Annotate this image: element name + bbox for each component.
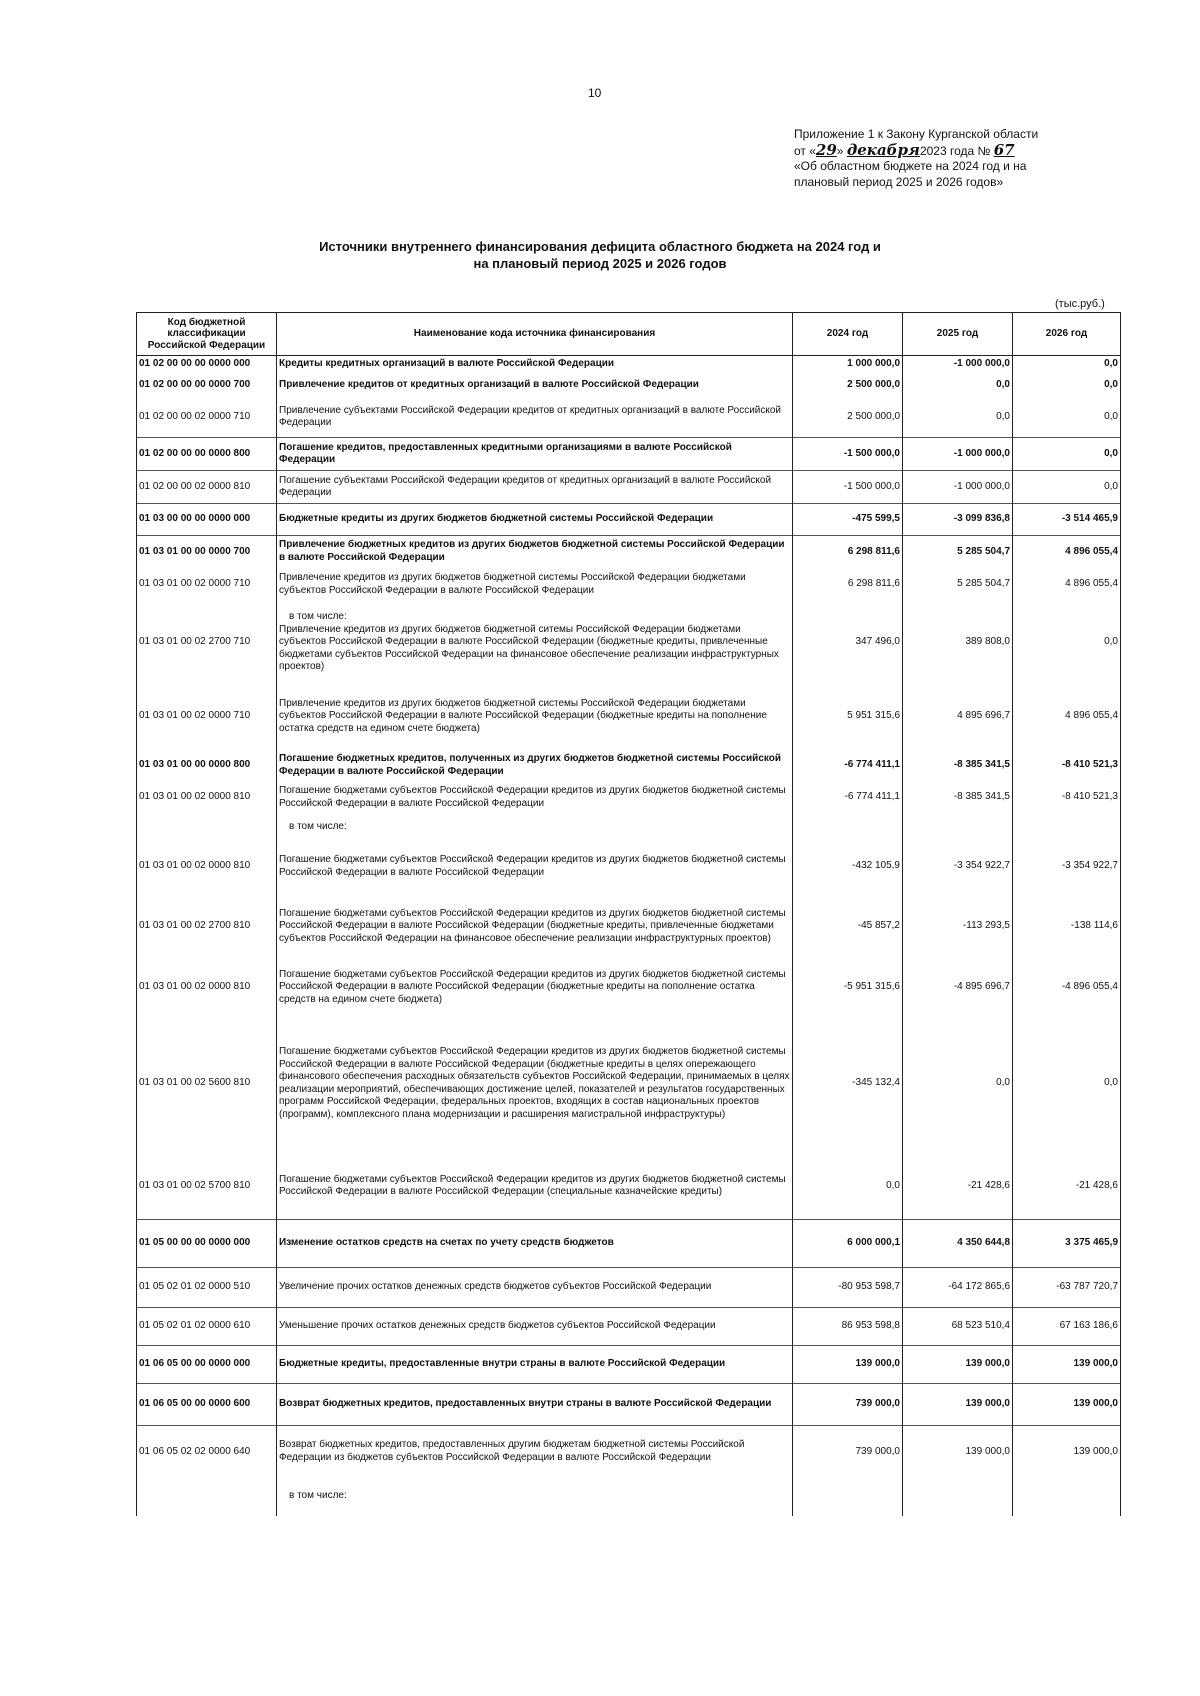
cell-2025: 5 285 504,7 — [903, 568, 1013, 602]
cell-code: 01 05 02 01 02 0000 510 — [137, 1268, 277, 1308]
cell-2026: 4 896 055,4 — [1013, 536, 1121, 568]
cell-2026: 0,0 — [1013, 356, 1121, 373]
cell-2026: 0,0 — [1013, 373, 1121, 398]
table-row — [137, 398, 1121, 438]
including-note: в том числе: — [289, 611, 347, 623]
cell-2026: -138 114,6 — [1013, 892, 1121, 962]
cell-2025: 139 000,0 — [903, 1426, 1013, 1478]
cell-name — [277, 568, 793, 602]
cell-2024: -45 857,2 — [793, 892, 903, 962]
cell-2024 — [793, 1478, 903, 1516]
cell-2024: -345 132,4 — [793, 1014, 903, 1154]
cell-2025: 139 000,0 — [903, 1346, 1013, 1384]
cell-code: 01 02 00 00 00 0000 700 — [137, 373, 277, 398]
cell-2024: -5 951 315,6 — [793, 962, 903, 1014]
cell-2025: -113 293,5 — [903, 892, 1013, 962]
cell-2026: 0,0 — [1013, 438, 1121, 471]
cell-2026: -8 410 521,3 — [1013, 750, 1121, 782]
table-row — [137, 814, 1121, 842]
cell-name — [277, 814, 793, 842]
cell-2026: -8 410 521,3 — [1013, 782, 1121, 814]
page-number: 10 — [588, 86, 602, 100]
cell-code: 01 03 01 00 02 5700 810 — [137, 1154, 277, 1220]
cell-code: 01 03 00 00 00 0000 000 — [137, 504, 277, 536]
cell-2025: 4 350 644,8 — [903, 1220, 1013, 1268]
cell-2026: 67 163 186,6 — [1013, 1308, 1121, 1346]
source-name: Погашение субъектами Российской Федерации кредитов от кредитных организаций в валюте Российской Федерации — [279, 474, 772, 498]
cell-2026 — [1013, 814, 1121, 842]
cell-2024: -1 500 000,0 — [793, 471, 903, 504]
cell-code: 01 03 01 00 02 0000 710 — [137, 568, 277, 602]
source-name: Бюджетные кредиты из других бюджетов бюджетной системы Российской Федерации — [279, 513, 714, 525]
cell-name — [277, 1268, 793, 1308]
table-row — [137, 536, 1121, 568]
header-name: Наименование кода источника финансирования — [277, 313, 793, 356]
appendix-line-1: Приложение 1 к Закону Курганской области — [794, 127, 1039, 141]
cell-2025: 0,0 — [903, 373, 1013, 398]
source-name: Возврат бюджетных кредитов, предоставленных внутри страны в валюте Российской Федерации — [279, 1398, 772, 1410]
cell-2026: 139 000,0 — [1013, 1346, 1121, 1384]
cell-code: 01 02 00 00 02 0000 710 — [137, 398, 277, 438]
document-title — [250, 238, 950, 272]
cell-2024: 86 953 598,8 — [793, 1308, 903, 1346]
cell-2025: 389 808,0 — [903, 602, 1013, 684]
cell-code: 01 06 05 00 00 0000 600 — [137, 1384, 277, 1426]
table-row — [137, 1268, 1121, 1308]
cell-code: 01 03 01 00 02 0000 810 — [137, 842, 277, 892]
cell-name — [277, 438, 793, 471]
title-line-1: Источники внутреннего финансирования дефицита областного бюджета на 2024 год и — [319, 239, 881, 254]
table-row — [137, 1384, 1121, 1426]
table-row — [137, 684, 1121, 750]
cell-2024: -475 599,5 — [793, 504, 903, 536]
header-code: Код бюджетной классификации Российской Федерации — [137, 313, 277, 356]
cell-2024: 139 000,0 — [793, 1346, 903, 1384]
cell-2025: -3 354 922,7 — [903, 842, 1013, 892]
cell-2024: 347 496,0 — [793, 602, 903, 684]
cell-2025 — [903, 1478, 1013, 1516]
cell-2024: 2 500 000,0 — [793, 398, 903, 438]
cell-code: 01 03 01 00 02 0000 710 — [137, 684, 277, 750]
cell-code: 01 03 01 00 02 0000 810 — [137, 782, 277, 814]
financing-sources-table — [136, 312, 1121, 1516]
handwritten-day: 29 — [815, 140, 837, 159]
cell-2025: 5 285 504,7 — [903, 536, 1013, 568]
cell-2026: -4 896 055,4 — [1013, 962, 1121, 1014]
date-prefix: от « — [794, 143, 816, 158]
cell-name — [277, 1014, 793, 1154]
source-name: Погашение бюджетами субъектов Российской Федерации кредитов из других бюджетов бюджетной системы Российской Федерации в валюте Российской Федерации (бюджетные кредиты на пополнение остатка средств на едином счете бюджета) — [279, 968, 786, 1005]
table-row — [137, 750, 1121, 782]
cell-name — [277, 1426, 793, 1478]
source-name: Изменение остатков средств на счетах по учету средств бюджетов — [279, 1237, 614, 1249]
table-row — [137, 1220, 1121, 1268]
cell-name — [277, 536, 793, 568]
cell-2025: -4 895 696,7 — [903, 962, 1013, 1014]
cell-2025: -1 000 000,0 — [903, 438, 1013, 471]
cell-name — [277, 782, 793, 814]
appendix-line-4: плановый период 2025 и 2026 годов» — [794, 174, 1004, 189]
cell-2025: 4 895 696,7 — [903, 684, 1013, 750]
cell-name — [277, 373, 793, 398]
table-row — [137, 471, 1121, 504]
cell-name — [277, 684, 793, 750]
cell-code: 01 06 05 00 00 0000 000 — [137, 1346, 277, 1384]
cell-name — [277, 750, 793, 782]
appendix-line-3: «Об областном бюджете на 2024 год и на — [794, 159, 1027, 173]
cell-2024: -432 105,9 — [793, 842, 903, 892]
cell-code: 01 02 00 00 02 0000 810 — [137, 471, 277, 504]
cell-2026: 0,0 — [1013, 398, 1121, 438]
source-name: Привлечение кредитов от кредитных организаций в валюте Российской Федерации — [279, 378, 699, 390]
source-name: Возврат бюджетных кредитов, предоставленных другим бюджетам бюджетной системы Российской Федерации из бюджетов субъектов Российской Федерации в валюте Российской Федерации — [279, 1439, 745, 1463]
cell-2025: -64 172 865,6 — [903, 1268, 1013, 1308]
table-row — [137, 438, 1121, 471]
source-name: Бюджетные кредиты, предоставленные внутри страны в валюте Российской Федерации — [279, 1358, 726, 1370]
cell-2025: 0,0 — [903, 1014, 1013, 1154]
cell-2024: -6 774 411,1 — [793, 750, 903, 782]
source-name: Погашение бюджетами субъектов Российской Федерации кредитов из других бюджетов бюджетной системы Российской Федерации в валюте Российской Федерации (бюджетные кредиты, привлеченные бюджетами субъектов Российской Федерации на финансовое обеспечение реализации инфраструктурных проектов) — [279, 907, 786, 944]
cell-2024: 6 298 811,6 — [793, 568, 903, 602]
source-name: Погашение бюджетами субъектов Российской Федерации кредитов из других бюджетов бюджетной системы Российской Федерации в валюте Российской Федерации — [279, 785, 786, 809]
table-row — [137, 1154, 1121, 1220]
cell-2026: 139 000,0 — [1013, 1384, 1121, 1426]
source-name: Привлечение субъектами Российской Федерации кредитов от кредитных организаций в валюте Российской Федерации — [279, 404, 782, 429]
cell-code: 01 03 01 00 02 5600 810 — [137, 1014, 277, 1154]
cell-2026: 139 000,0 — [1013, 1426, 1121, 1478]
source-name: Погашение бюджетных кредитов, полученных из других бюджетов бюджетной системы Российской Федерации в валюте Российской Федерации — [279, 753, 782, 777]
handwritten-number: 67 — [993, 140, 1015, 159]
cell-2025: -21 428,6 — [903, 1154, 1013, 1220]
source-name: Уменьшение прочих остатков денежных средств бюджетов субъектов Российской Федерации — [279, 1320, 716, 1332]
cell-2024: 0,0 — [793, 1154, 903, 1220]
source-name: Привлечение бюджетных кредитов из других бюджетов бюджетной системы Российской Федерации в валюте Российской Федерации — [279, 539, 785, 563]
cell-name — [277, 842, 793, 892]
header-2026: 2026 год — [1013, 313, 1121, 356]
cell-2024 — [793, 814, 903, 842]
source-name: Погашение бюджетами субъектов Российской Федерации кредитов из других бюджетов бюджетной системы Российской Федерации в валюте Российской Федерации — [279, 854, 786, 878]
cell-2026: 3 375 465,9 — [1013, 1220, 1121, 1268]
cell-name — [277, 962, 793, 1014]
cell-name — [277, 398, 793, 438]
cell-code: 01 02 00 00 00 0000 800 — [137, 438, 277, 471]
cell-2025: -8 385 341,5 — [903, 782, 1013, 814]
cell-code: 01 05 00 00 00 0000 000 — [137, 1220, 277, 1268]
appendix-note — [794, 127, 1084, 190]
source-name: Привлечение кредитов из других бюджетов бюджетной ситемы Российской Федерации бюджетами субъектов Российской Федерации в валюте Российской Федерации (бюджетные кредиты, привлеченные бюджетами субъектов Российской Федерации на финансовое обеспечение реализации инфраструктурных проектов) — [279, 623, 779, 673]
cell-name — [277, 356, 793, 373]
cell-code: 01 03 01 00 02 2700 710 — [137, 602, 277, 684]
appendix-line-2 — [794, 140, 1084, 160]
source-name: Увеличение прочих остатков денежных средств бюджетов субъектов Российской Федерации — [279, 1281, 712, 1293]
cell-name — [277, 1384, 793, 1426]
including-note: в том числе: — [289, 821, 347, 833]
cell-code: 01 03 01 00 02 0000 810 — [137, 962, 277, 1014]
cell-code: 01 03 01 00 00 0000 800 — [137, 750, 277, 782]
cell-2024: 6 298 811,6 — [793, 536, 903, 568]
table-row — [137, 892, 1121, 962]
table-row — [137, 1346, 1121, 1384]
cell-2025: 0,0 — [903, 398, 1013, 438]
cell-2026: -63 787 720,7 — [1013, 1268, 1121, 1308]
table-row — [137, 602, 1121, 684]
cell-2024: -6 774 411,1 — [793, 782, 903, 814]
cell-code: 01 03 01 00 00 0000 700 — [137, 536, 277, 568]
cell-2026: -21 428,6 — [1013, 1154, 1121, 1220]
table-row — [137, 356, 1121, 373]
table-row — [137, 568, 1121, 602]
source-name: Погашение бюджетами субъектов Российской Федерации кредитов из других бюджетов бюджетной системы Российской Федерации в валюте Российской Федерации (бюджетные кредиты в целях опережающего финансового обеспечения расходных обязательств субъектов Российской Федерации, принимаемых в целях реализации мероприятий, обеспечивающих достижение целей, показателей и результатов государственных программ Российской Федерации, федеральных проектов, входящих в состав национальных проектов (программ), комплексного плана модернизации и расширения магистральной инфраструктуры) — [279, 1046, 790, 1120]
cell-2026: -3 354 922,7 — [1013, 842, 1121, 892]
source-name: Погашение кредитов, предоставленных кредитными организациями в валюте Российской Федерации — [279, 441, 732, 465]
cell-2026: 4 896 055,4 — [1013, 684, 1121, 750]
table-row — [137, 1014, 1121, 1154]
cell-name — [277, 1478, 793, 1516]
source-name: Кредиты кредитных организаций в валюте Российской Федерации — [279, 358, 615, 369]
cell-2024: 739 000,0 — [793, 1384, 903, 1426]
source-name: Привлечение кредитов из других бюджетов бюджетной системы Российской Федерации бюджетами субъектов Российской Федерации в валюте Российской Федерации — [279, 572, 746, 596]
cell-2025 — [903, 814, 1013, 842]
source-name: Погашение бюджетами субъектов Российской Федерации кредитов из других бюджетов бюджетной системы Российской Федерации в валюте Российской Федерации (специальные казначейские кредиты) — [279, 1173, 786, 1198]
header-2024: 2024 год — [793, 313, 903, 356]
cell-2024: -80 953 598,7 — [793, 1268, 903, 1308]
cell-2025: 68 523 510,4 — [903, 1308, 1013, 1346]
cell-2024: 5 951 315,6 — [793, 684, 903, 750]
cell-2024: 6 000 000,1 — [793, 1220, 903, 1268]
year-text: 2023 года № — [919, 143, 991, 158]
cell-code: 01 06 05 02 02 0000 640 — [137, 1426, 277, 1478]
cell-2024: 739 000,0 — [793, 1426, 903, 1478]
handwritten-month: декабря — [846, 140, 920, 159]
table-row — [137, 1426, 1121, 1478]
cell-2026 — [1013, 1478, 1121, 1516]
cell-name — [277, 1308, 793, 1346]
cell-2025: -3 099 836,8 — [903, 504, 1013, 536]
table-row — [137, 1308, 1121, 1346]
cell-2025: -1 000 000,0 — [903, 471, 1013, 504]
table-row — [137, 373, 1121, 398]
cell-2025: -1 000 000,0 — [903, 356, 1013, 373]
source-name: Привлечение кредитов из других бюджетов бюджетной системы Российской Федерации бюджетами субъектов Российской Федерации в валюте Российской Федерации (бюджетные кредиты на пополнение остатка средств на едином счете бюджета) — [279, 697, 767, 734]
cell-name — [277, 1154, 793, 1220]
cell-2026: -3 514 465,9 — [1013, 504, 1121, 536]
cell-2026: 4 896 055,4 — [1013, 568, 1121, 602]
cell-code — [137, 1478, 277, 1516]
cell-code: 01 05 02 01 02 0000 610 — [137, 1308, 277, 1346]
cell-code: 01 03 01 00 02 2700 810 — [137, 892, 277, 962]
cell-name — [277, 1346, 793, 1384]
table-row — [137, 1478, 1121, 1516]
cell-code — [137, 814, 277, 842]
cell-2024: -1 500 000,0 — [793, 438, 903, 471]
cell-2026: 0,0 — [1013, 471, 1121, 504]
header-2025: 2025 год — [903, 313, 1013, 356]
including-note: в том числе: — [289, 1490, 347, 1502]
cell-2024: 1 000 000,0 — [793, 356, 903, 373]
cell-2025: 139 000,0 — [903, 1384, 1013, 1426]
cell-2024: 2 500 000,0 — [793, 373, 903, 398]
cell-name — [277, 504, 793, 536]
cell-code: 01 02 00 00 00 0000 000 — [137, 356, 277, 373]
date-mid: » — [836, 143, 844, 158]
cell-2025: -8 385 341,5 — [903, 750, 1013, 782]
cell-2026: 0,0 — [1013, 602, 1121, 684]
cell-name — [277, 1220, 793, 1268]
table-row — [137, 842, 1121, 892]
table-row — [137, 962, 1121, 1014]
unit-label: (тыс.руб.) — [1055, 298, 1105, 310]
cell-name — [277, 602, 793, 684]
table-header-row — [137, 313, 1121, 356]
cell-name — [277, 471, 793, 504]
cell-2026: 0,0 — [1013, 1014, 1121, 1154]
cell-name — [277, 892, 793, 962]
title-line-2: на плановый период 2025 и 2026 годов — [473, 256, 727, 271]
table-row — [137, 504, 1121, 536]
table-row — [137, 782, 1121, 814]
